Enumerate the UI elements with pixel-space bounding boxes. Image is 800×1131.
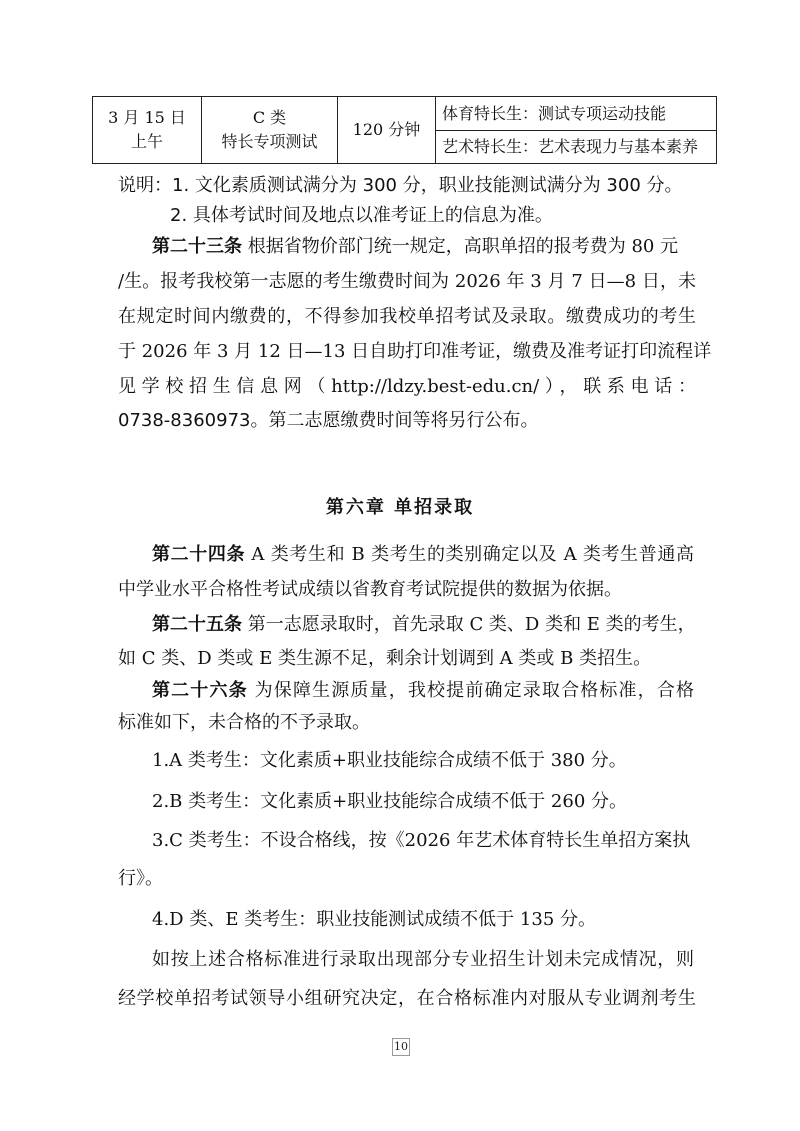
closing-line-1: 如按上述合格标准进行录取出现部分专业招生计划未完成情况，则 <box>152 949 694 970</box>
content-arts: 艺术特长生：艺术表现力与基本素养 <box>436 130 716 163</box>
criteria-item-2: 2.B 类考生：文化素质+职业技能综合成绩不低于 260 分。 <box>152 791 628 812</box>
criteria-item-4: 4.D 类、E 类考生：职业技能测试成绩不低于 135 分。 <box>152 909 596 930</box>
article-23-line-3: 在规定时间内缴费的，不得参加我校单招考试及录取。缴费成功的考生 <box>118 306 696 327</box>
duration-cell <box>338 97 436 164</box>
content-sports: 体育特长生：测试专项运动技能 <box>442 103 667 123</box>
article-24-line-1: 第二十四条 A 类考生和 B 类考生的类别确定以及 A 类考生普通高 <box>152 544 694 565</box>
closing-line-2: 经学校单招考试领导小组研究决定，在合格标准内对服从专业调剂考生 <box>118 988 696 1009</box>
article-24-label: 第二十四条 <box>152 544 246 565</box>
criteria-item-3-line-2: 行》。 <box>118 868 163 889</box>
article-25-line-1: 第二十五条 第一志愿录取时，首先录取 C 类、D 类和 E 类的考生， <box>152 614 696 635</box>
exam-date: 3 月 15 日 <box>108 108 186 127</box>
article-25-label: 第二十五条 <box>152 614 242 635</box>
note-1: 说明：1. 文化素质测试满分为 300 分，职业技能测试满分为 300 分。 <box>118 175 683 196</box>
article-23-line-6: 0738-8360973。第二志愿缴费时间等将另行公布。 <box>118 410 539 431</box>
exam-test-name: 特长专项测试 <box>221 132 318 151</box>
exam-duration: 120 分钟 <box>352 120 421 139</box>
exam-schedule-table <box>92 96 717 164</box>
category-cell <box>202 97 338 164</box>
exam-category: C 类 <box>252 108 287 127</box>
article-23-line-4: 于 2026 年 3 月 12 日—13 日自助打印准考证，缴费及准考证打印流程详 <box>118 341 712 362</box>
article-25-line-2: 如 C 类、D 类或 E 类生源不足，剩余计划调到 A 类或 B 类招生。 <box>118 648 652 669</box>
note-2: 2. 具体考试时间及地点以准考证上的信息为准。 <box>170 205 553 226</box>
criteria-item-3-line-1: 3.C 类考生：不设合格线，按《2026 年艺术体育特长生单招方案执 <box>152 830 691 851</box>
chapter-title: 第六章 单招录取 <box>325 497 475 518</box>
criteria-item-1: 1.A 类考生：文化素质+职业技能综合成绩不低于 380 分。 <box>152 750 627 771</box>
table-row <box>93 97 717 164</box>
article-23-line-1: 第二十三条 根据省物价部门统一规定，高职单招的报考费为 80 元 <box>152 236 679 257</box>
article-26-line-1: 第二十六条 为保障生源质量，我校提前确定录取合格标准，合格 <box>152 680 694 701</box>
article-23-line-5: 见学校招生信息网（http://ldzy.best-edu.cn/），联系电话： <box>118 376 696 397</box>
content-cell <box>436 97 717 164</box>
date-cell <box>93 97 202 164</box>
article-23-line-2: /生。报考我校第一志愿的考生缴费时间为 2026 年 3 月 7 日—8 日，未 <box>118 271 696 292</box>
exam-period: 上午 <box>130 132 163 151</box>
page-number: 10 <box>392 1038 410 1056</box>
article-26-line-2: 标准如下，未合格的不予录取。 <box>118 712 370 733</box>
article-26-label: 第二十六条 <box>152 680 248 701</box>
article-24-line-2: 中学业水平合格性考试成绩以省教育考试院提供的数据为依据。 <box>118 579 622 600</box>
article-23-label: 第二十三条 <box>152 236 242 257</box>
